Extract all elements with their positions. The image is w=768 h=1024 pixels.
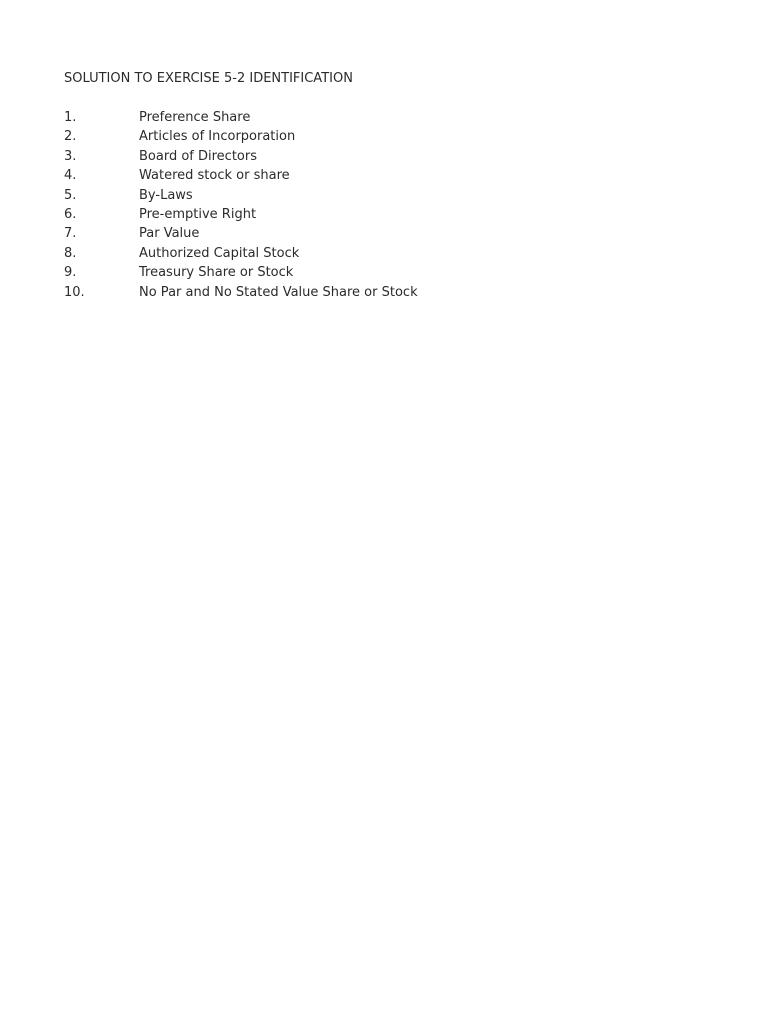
answer-item-10 — [64, 284, 418, 303]
item-text: Articles of Incorporation — [139, 129, 296, 145]
item-text: No Par and No Stated Value Share or Stock — [139, 284, 418, 300]
item-number: 2. — [64, 129, 77, 145]
answer-item-3 — [64, 148, 418, 167]
answer-item-8 — [64, 245, 418, 264]
answer-list — [64, 109, 418, 303]
answer-item-6 — [64, 206, 418, 225]
answer-item-4 — [64, 167, 418, 186]
item-text: Authorized Capital Stock — [139, 245, 300, 261]
item-number: 8. — [64, 245, 77, 261]
item-text: Watered stock or share — [139, 168, 290, 184]
answer-item-9 — [64, 264, 418, 283]
item-text: Preference Share — [139, 110, 251, 125]
item-number: 6. — [64, 206, 77, 222]
item-number: 3. — [64, 148, 77, 164]
document-title: SOLUTION TO EXERCISE 5-2 IDENTIFICATION — [64, 71, 353, 86]
item-number: 4. — [64, 168, 77, 184]
item-text: By-Laws — [139, 187, 193, 203]
item-number: 7. — [64, 226, 77, 242]
item-number: 5. — [64, 187, 77, 203]
answer-item-2 — [64, 128, 418, 147]
answer-item-7 — [64, 225, 418, 244]
item-text: Pre-emptive Right — [139, 206, 257, 222]
item-text: Par Value — [139, 226, 200, 242]
item-text: Treasury Share or Stock — [139, 265, 294, 281]
item-number: 1. — [64, 110, 77, 125]
answer-item-1 — [64, 109, 418, 128]
item-text: Board of Directors — [139, 148, 257, 164]
item-number: 10. — [64, 284, 85, 300]
answer-item-5 — [64, 187, 418, 206]
item-number: 9. — [64, 265, 77, 281]
